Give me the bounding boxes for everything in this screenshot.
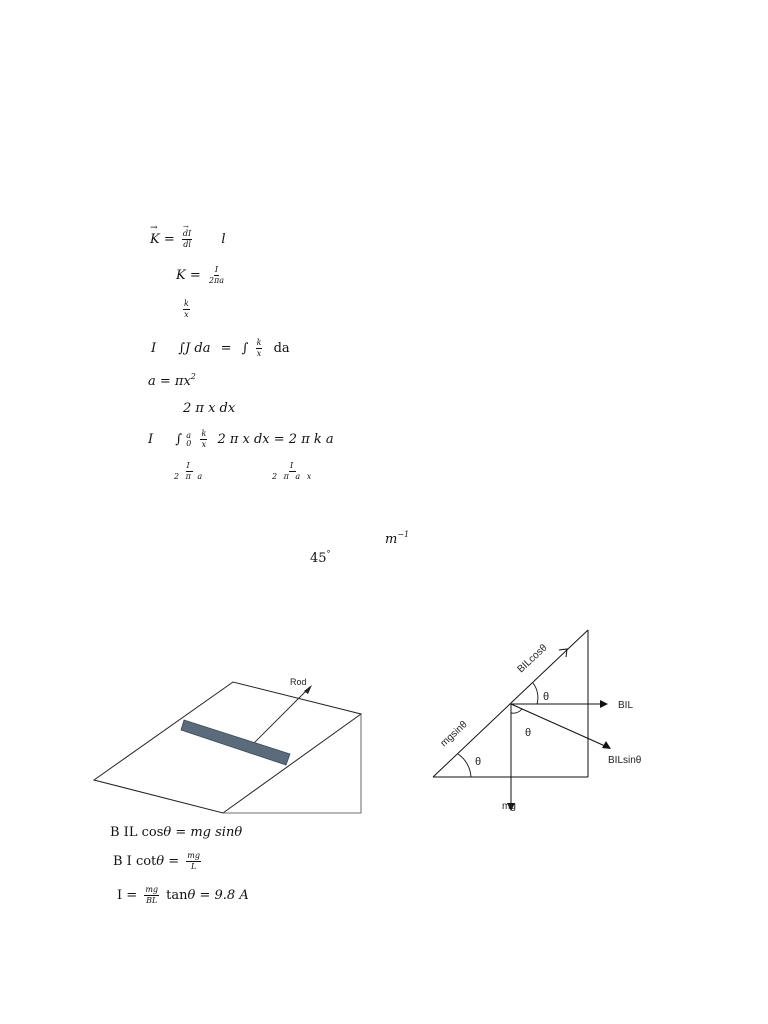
theta-top-label: θ xyxy=(543,691,550,703)
incline-surface xyxy=(94,682,361,813)
k-vector-symbol: → K xyxy=(150,232,160,247)
mg-label: mg xyxy=(502,801,516,812)
angle-arc-mid xyxy=(511,709,522,713)
bilsin-label: BILsinθ xyxy=(608,755,642,766)
eq-current-integral: I ∫J da = ∫ $\frac{k}{x}$ da xyxy=(151,338,290,358)
eq-current-result: I ∫ a 0 $\frac{k}{x}$ 2 π x dx = 2 π k a xyxy=(148,429,334,449)
rod xyxy=(181,720,290,765)
theta-mid-label: θ xyxy=(525,727,532,739)
eq-da: 2 π x dx xyxy=(183,401,236,416)
eq-k-magnitude: K = $\frac{I}{2\pi a}$ xyxy=(176,265,225,285)
theta-low-label: θ xyxy=(475,756,482,768)
force-diagram xyxy=(425,620,665,820)
bilsin-vector xyxy=(511,704,605,746)
angle-45: 45° xyxy=(310,549,331,566)
eq-current-answer: I = $\frac{mg}{BL}$ tanθ = 9.8 A xyxy=(117,885,249,905)
rod-label: Rod xyxy=(290,677,307,687)
incline-figure xyxy=(90,672,370,820)
eq-result-fraction-2: $\frac{I}{\text{2 π a x}}$ xyxy=(272,461,314,481)
mgsin-label: mgsinθ xyxy=(438,719,470,750)
bil-label: BIL xyxy=(618,700,634,711)
eq-force-balance: B IL cosθ = mg sinθ xyxy=(110,825,243,840)
unit-per-meter: $m^{-1}$ xyxy=(385,530,410,547)
eq-result-fraction-1: $\frac{I}{\text{2 π a}}$ xyxy=(174,461,205,481)
bilcos-label: BILcosθ xyxy=(515,642,550,676)
eq-cot-balance: B I cotθ = $\frac{mg}{L}$ xyxy=(113,851,201,871)
eq-area: $a = \pi x^2$ xyxy=(148,372,196,389)
fraction-di-dl: → $\frac{dI}{dl}$ xyxy=(182,230,192,249)
angle-arc-low xyxy=(458,754,471,777)
bil-arrowhead xyxy=(600,700,608,708)
eq-surface-current-vector: → K = → $\frac{dI}{dl}$ l xyxy=(150,230,226,249)
angle-arc-top xyxy=(533,683,538,704)
eq-k-over-x: $\frac{k}{x}$ xyxy=(184,299,189,319)
rod-pointer-line xyxy=(253,687,310,744)
